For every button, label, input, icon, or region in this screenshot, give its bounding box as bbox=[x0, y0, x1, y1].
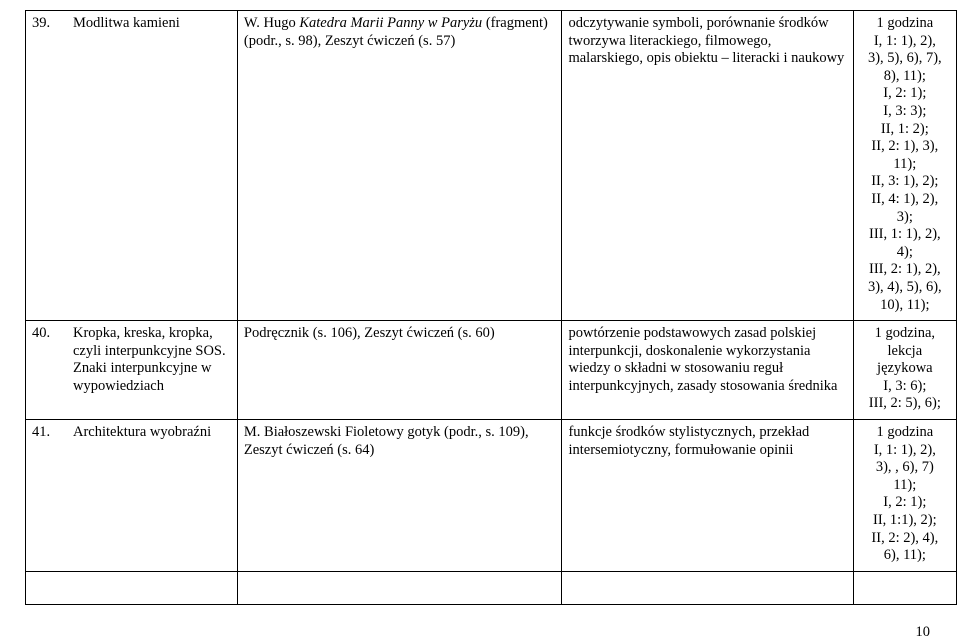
skills-text: funkcje środków stylistycznych, przekład intersemiotyczny, formułowanie opinii bbox=[568, 424, 810, 458]
hours-line: II, 2: 2), 4), bbox=[871, 529, 939, 546]
hours-line: 10), 11); bbox=[880, 296, 930, 313]
lesson-topic: Kropka, kreska, kropka, czyli interpunkcyjne SOS. Znaki interpunkcyjne w wypowiedziach bbox=[73, 325, 226, 394]
hours-list bbox=[860, 325, 950, 413]
hours-line: I, 2: 1); bbox=[883, 494, 927, 511]
skills-text: odczytywanie symboli, porównanie środków tworzywa literackiego, filmowego, malarskiego, opis obiektu – literacki i naukowy bbox=[568, 15, 845, 67]
lesson-number: 41. bbox=[32, 424, 51, 441]
hours-line: 11); bbox=[893, 476, 917, 493]
hours-line: III, 2: 5), 6); bbox=[868, 395, 941, 412]
hours-line: 3), 5), 6), 7), bbox=[867, 50, 942, 67]
hours-line: 3); bbox=[896, 208, 913, 225]
hours-cell bbox=[853, 321, 956, 420]
hours-line: 8), 11); bbox=[883, 67, 926, 84]
hours-line: III, 1: 1), 2), bbox=[868, 226, 941, 243]
text-reference: W. Hugo Katedra Marii Panny w Paryżu (fragment) (podr., s. 98), Zeszyt ćwiczeń (s. 57) bbox=[243, 15, 548, 49]
table-row bbox=[26, 321, 957, 420]
skills-text: powtórzenie podstawowych zasad polskiej interpunkcji, doskonalenie wykorzystania wiedzy o składni w stosowaniu reguł interpunkcyjnych, zasady stosowania średnika bbox=[568, 325, 838, 394]
hours-line: I, 2: 1); bbox=[883, 85, 927, 102]
topic-cell bbox=[26, 321, 238, 420]
skills-cell bbox=[562, 11, 853, 321]
text-cell bbox=[237, 420, 562, 572]
hours-line: 1 godzina, bbox=[874, 325, 936, 342]
hours-line: 6), 11); bbox=[883, 547, 926, 564]
hours-line: językowa bbox=[877, 360, 933, 377]
hours-cell bbox=[853, 11, 956, 321]
skills-cell bbox=[562, 420, 853, 572]
hours-line: I, 1: 1), 2), bbox=[873, 32, 936, 49]
hours-line: I, 3: 3); bbox=[883, 102, 927, 119]
hours-line: II, 3: 1), 2); bbox=[871, 173, 939, 190]
text-reference: Podręcznik (s. 106), Zeszyt ćwiczeń (s. 60) bbox=[243, 325, 495, 342]
hours-line: II, 1: 2); bbox=[880, 120, 929, 137]
lesson-topic: Architektura wyobraźni bbox=[73, 424, 212, 441]
hours-line: 11); bbox=[893, 155, 917, 172]
work-title: Katedra Marii Panny w Paryżu bbox=[299, 15, 483, 31]
hours-line: I, 1: 1), 2), bbox=[873, 441, 936, 458]
topic-cell bbox=[26, 420, 238, 572]
skills-cell bbox=[562, 321, 853, 420]
hours-line: 4); bbox=[896, 243, 913, 260]
table-row bbox=[26, 420, 957, 572]
topic-cell bbox=[26, 11, 238, 321]
hours-list bbox=[860, 424, 950, 565]
hours-line: II, 2: 1), 3), bbox=[871, 138, 939, 155]
lesson-number: 39. bbox=[32, 15, 51, 31]
text-cell bbox=[237, 321, 562, 420]
text-cell bbox=[237, 11, 562, 321]
hours-line: 1 godzina bbox=[876, 15, 934, 31]
table-row bbox=[26, 571, 957, 604]
hours-line: lekcja bbox=[887, 342, 923, 359]
page-number: 10 bbox=[915, 624, 930, 640]
hours-cell bbox=[853, 420, 956, 572]
hours-line: 3), 4), 5), 6), bbox=[867, 278, 942, 295]
hours-list bbox=[860, 15, 950, 314]
hours-line: 3), , 6), 7) bbox=[875, 459, 934, 476]
lesson-topic: Modlitwa kamieni bbox=[73, 15, 180, 31]
table-row bbox=[26, 11, 957, 321]
hours-line: II, 4: 1), 2), bbox=[871, 190, 939, 207]
hours-line: 1 godzina bbox=[876, 424, 934, 441]
hours-line: II, 1:1), 2); bbox=[873, 512, 937, 529]
lesson-number: 40. bbox=[32, 325, 51, 342]
hours-line: III, 2: 1), 2), bbox=[868, 261, 941, 278]
hours-line: I, 3: 6); bbox=[883, 377, 927, 394]
lesson-plan-table bbox=[25, 10, 957, 605]
text-reference: M. Białoszewski Fioletowy gotyk (podr., s. 109), Zeszyt ćwiczeń (s. 64) bbox=[243, 424, 529, 458]
